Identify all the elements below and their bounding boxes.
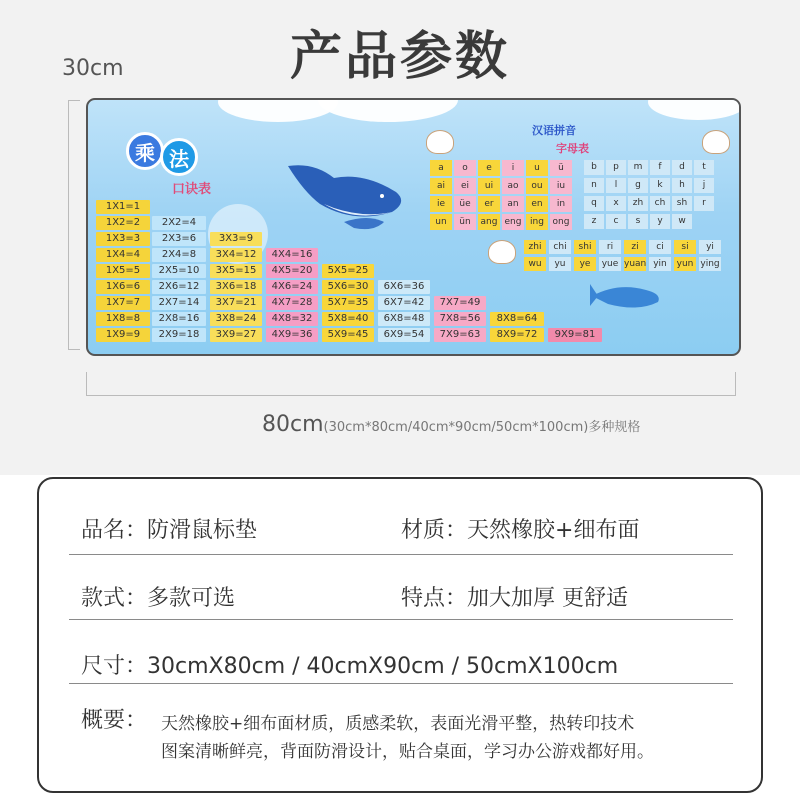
multiplication-cell: 2X7=14: [152, 296, 206, 310]
width-value: 80cm: [262, 412, 324, 437]
multiplication-cell: 1X7=7: [96, 296, 150, 310]
consonant-cell: p: [606, 160, 626, 175]
vowel-cell: ang: [478, 214, 500, 230]
consonant-cell: j: [694, 178, 714, 193]
syllable-cell: ri: [599, 240, 621, 254]
consonant-cell: b: [584, 160, 604, 175]
consonant-cell: q: [584, 196, 604, 211]
spec-card: [37, 477, 763, 793]
vowel-cell: an: [502, 196, 524, 212]
spec-material-label: 材质：: [401, 518, 468, 543]
mascot-illustration: [488, 240, 516, 264]
multiplication-cell: 3X8=24: [210, 312, 262, 326]
syllable-cell: zhi: [524, 240, 546, 254]
spec-summary-line-2: 图案清晰鲜亮，背面防滑设计，贴合桌面，学习办公游戏都好用。: [161, 742, 654, 762]
multiplication-cell: 1X2=2: [96, 216, 150, 230]
multiplication-cell: 2X8=16: [152, 312, 206, 326]
multiplication-cell: 7X9=63: [434, 328, 486, 342]
multiplication-cell: 1X1=1: [96, 200, 150, 214]
multiplication-cell: 2X2=4: [152, 216, 206, 230]
vowel-cell: u: [526, 160, 548, 176]
consonant-cell: d: [672, 160, 692, 175]
pinyin-subtitle: 字母表: [556, 142, 589, 155]
multiplication-cell: 4X7=28: [266, 296, 318, 310]
multiplication-cell: 5X9=45: [322, 328, 374, 342]
spec-style: [81, 581, 235, 612]
multiplication-cell: 6X7=42: [378, 296, 430, 310]
spec-feature: [401, 581, 628, 612]
syllable-cell: yin: [649, 257, 671, 271]
vowel-cell: ün: [454, 214, 476, 230]
multiplication-subtitle: 口诀表: [172, 182, 212, 197]
consonant-cell: z: [584, 214, 604, 229]
spec-feature-label: 特点：: [401, 586, 468, 611]
multiplication-cell: 9X9=81: [548, 328, 602, 342]
multiplication-cell: 6X8=48: [378, 312, 430, 326]
multiplication-cell: 2X5=10: [152, 264, 206, 278]
multiplication-cell: 4X4=16: [266, 248, 318, 262]
page-title: 产品参数: [289, 27, 510, 87]
multiplication-cell: 1X4=4: [96, 248, 150, 262]
multiplication-cell: 1X9=9: [96, 328, 150, 342]
consonant-cell: t: [694, 160, 714, 175]
multiplication-cell: 3X5=15: [210, 264, 262, 278]
spec-style-value: 多款可选: [147, 586, 236, 611]
consonant-cell: s: [628, 214, 648, 229]
spec-material: [401, 513, 639, 544]
syllable-cell: chi: [549, 240, 571, 254]
size-options: (30cm*80cm/40cm*90cm/50cm*100cm)多种规格: [323, 420, 641, 435]
consonant-cell: h: [672, 178, 692, 193]
spec-name: [81, 513, 257, 544]
height-dimension-line: [68, 100, 80, 350]
spec-feature-value: 加大加厚 更舒适: [467, 586, 629, 611]
multiplication-cell: 5X7=35: [322, 296, 374, 310]
spec-size: [81, 649, 618, 680]
multiplication-cell: 2X6=12: [152, 280, 206, 294]
vowel-cell: o: [454, 160, 476, 176]
consonant-cell: k: [650, 178, 670, 193]
cloud-shape: [648, 98, 741, 120]
spec-name-value: 防滑鼠标垫: [147, 518, 258, 543]
consonant-cell: ch: [650, 196, 670, 211]
consonant-cell: l: [606, 178, 626, 193]
multiplication-cell: 1X6=6: [96, 280, 150, 294]
vowel-cell: i: [502, 160, 524, 176]
vowel-cell: in: [550, 196, 572, 212]
syllable-cell: ci: [649, 240, 671, 254]
syllable-cell: shi: [574, 240, 596, 254]
vowel-cell: ei: [454, 178, 476, 194]
multiplication-cell: 1X8=8: [96, 312, 150, 326]
syllable-cell: si: [674, 240, 696, 254]
multiplication-cell: 5X8=40: [322, 312, 374, 326]
consonant-cell: w: [672, 214, 692, 229]
multiplication-cell: 7X8=56: [434, 312, 486, 326]
vowel-cell: ong: [550, 214, 572, 230]
vowel-cell: ü: [550, 160, 572, 176]
vowel-cell: er: [478, 196, 500, 212]
cloud-shape: [318, 98, 458, 122]
title-badge-2: 法: [160, 138, 198, 176]
small-whale-illustration: [588, 276, 668, 316]
pinyin-title: 汉语拼音: [532, 124, 576, 137]
mascot-illustration: [702, 130, 730, 154]
syllable-cell: wu: [524, 257, 546, 271]
multiplication-cell: 4X9=36: [266, 328, 318, 342]
spec-size-value: 30cmX80cm / 40cmX90cm / 50cmX100cm: [147, 654, 619, 679]
multiplication-cell: 3X3=9: [210, 232, 262, 246]
multiplication-cell: 8X9=72: [490, 328, 544, 342]
multiplication-cell: 3X9=27: [210, 328, 262, 342]
consonant-cell: c: [606, 214, 626, 229]
consonant-cell: m: [628, 160, 648, 175]
multiplication-cell: 3X7=21: [210, 296, 262, 310]
vowel-cell: eng: [502, 214, 524, 230]
height-dimension: 30cm: [62, 56, 124, 81]
vowel-cell: ao: [502, 178, 524, 194]
vowel-cell: ui: [478, 178, 500, 194]
multiplication-cell: 2X3=6: [152, 232, 206, 246]
spec-material-value: 天然橡胶+细布面: [467, 518, 640, 543]
consonant-cell: sh: [672, 196, 692, 211]
whale-illustration: [284, 152, 414, 232]
multiplication-cell: 4X8=32: [266, 312, 318, 326]
vowel-cell: ou: [526, 178, 548, 194]
multiplication-cell: 4X5=20: [266, 264, 318, 278]
spec-summary-label: 概要：: [81, 708, 148, 733]
multiplication-cell: 1X5=5: [96, 264, 150, 278]
syllable-cell: ye: [574, 257, 596, 271]
spec-size-label: 尺寸：: [81, 654, 148, 679]
multiplication-cell: 5X5=25: [322, 264, 374, 278]
multiplication-cell: 2X9=18: [152, 328, 206, 342]
consonant-cell: zh: [628, 196, 648, 211]
spec-name-label: 品名：: [81, 518, 148, 543]
mousepad-image: [86, 98, 741, 356]
syllable-cell: yu: [549, 257, 571, 271]
vowel-cell: e: [478, 160, 500, 176]
consonant-cell: f: [650, 160, 670, 175]
vowel-cell: ie: [430, 196, 452, 212]
syllable-cell: zi: [624, 240, 646, 254]
multiplication-cell: 3X6=18: [210, 280, 262, 294]
multiplication-cell: 7X7=49: [434, 296, 486, 310]
consonant-cell: r: [694, 196, 714, 211]
vowel-cell: un: [430, 214, 452, 230]
syllable-cell: yi: [699, 240, 721, 254]
multiplication-cell: 8X8=64: [490, 312, 544, 326]
multiplication-cell: 4X6=24: [266, 280, 318, 294]
spec-summary-line-1: 天然橡胶+细布面材质，质感柔软，表面光滑平整，热转印技术: [161, 714, 635, 734]
multiplication-cell: 2X4=8: [152, 248, 206, 262]
vowel-cell: a: [430, 160, 452, 176]
title-badge-1: 乘: [126, 132, 164, 170]
multiplication-cell: 1X3=3: [96, 232, 150, 246]
syllable-cell: yuan: [624, 259, 647, 269]
vowel-cell: en: [526, 196, 548, 212]
vowel-cell: ai: [430, 178, 452, 194]
spec-style-label: 款式：: [81, 586, 148, 611]
consonant-cell: g: [628, 178, 648, 193]
consonant-cell: y: [650, 214, 670, 229]
divider: [69, 554, 733, 555]
syllable-cell: yun: [674, 257, 696, 271]
syllable-cell: ying: [700, 259, 720, 269]
multiplication-cell: 6X9=54: [378, 328, 430, 342]
vowel-cell: üe: [454, 196, 476, 212]
divider: [69, 683, 733, 684]
consonant-cell: n: [584, 178, 604, 193]
multiplication-cell: 5X6=30: [322, 280, 374, 294]
syllable-cell: yue: [599, 257, 621, 271]
consonant-cell: x: [606, 196, 626, 211]
multiplication-cell: 3X4=12: [210, 248, 262, 262]
vowel-cell: ing: [526, 214, 548, 230]
vowel-cell: iu: [550, 178, 572, 194]
width-dimension: [262, 412, 640, 437]
mascot-illustration: [426, 130, 454, 154]
divider: [69, 619, 733, 620]
width-dimension-line: [86, 372, 736, 396]
multiplication-cell: 6X6=36: [378, 280, 430, 294]
